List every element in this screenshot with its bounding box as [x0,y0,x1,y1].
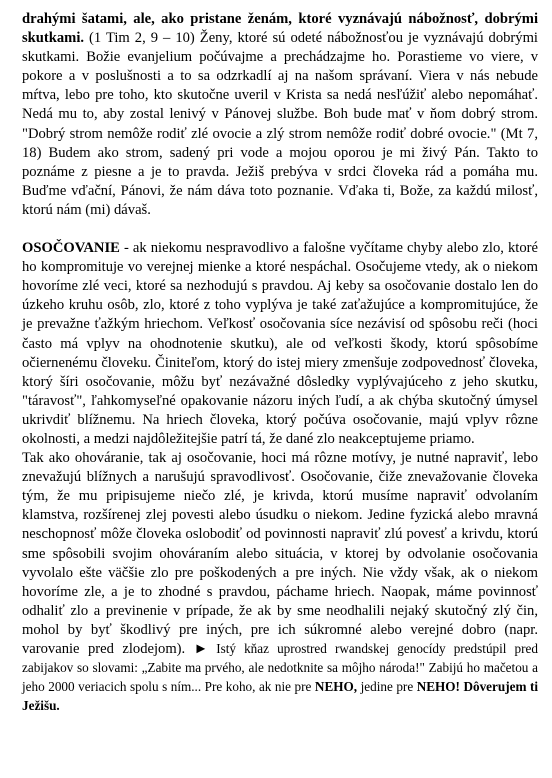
paragraph-intro-text: (1 Tim 2, 9 – 10) Ženy, ktoré sú odeté nábožnosťou je vyznávajú dobrými skutkami. Božie evanjelium počúvajme a prechádzajme ho. Porastieme vo viere, v pokore a v poslušnosti a to sa odzrkadlí aj na našom správaní. Viera v nás nebude mŕtva, lebo pre toho, kto skutočne uveril v Krista sa nedá nesľúžiť alebo nepomáhať. Nedá mu to, aby zostal lenivý v Pánovej službe. Boh bude mať v ňom dobrý strom. "Dobrý strom nemôže rodiť zlé ovocie a zlý strom nemôže rodiť dobré ovocie." (Mt 7, 18) Budem ako strom, sadený pri vode a mojou oporou je mi živý Pán. Takto to poznáme z piesne a je to pravda. Ježiš prebýva v srdci človeka rád a pomáha mu. Buďme vďační, Pánovi, že nám dáva toto poznanie. Vďaka ti, Bože, za každú milosť, ktorú nám (mi) dávaš. [22,30,538,218]
rwanda-story-mid: jedine pre [357,679,417,695]
arrow-marker-icon: ► [193,641,209,657]
bold-closing: NEHO! Dôverujem ti Ježišu. [22,679,539,714]
paragraph-intro [22,10,538,220]
paragraph-gap [22,220,538,239]
paragraph-napravit-text: Tak ako ohováranie, tak aj osočovanie, hoci má rôzne motívy, je nutné napraviť, lebo znevažujú blížnych a narušujú spravodlivosť. Osočovanie, čiže znevažovanie človeka tým, že mu pripisujeme niečo zlé, je krivda, ktorú musíme napraviť odvolaním klamstva, rozšírenej zlej povesti alebo úsudku o niekom. Jedine fyzická alebo mravná neschopnosť môže človeka oslobodiť od povinnosti napraviť zlú povesť a krivdu, ktorú sme spôsobili svojim ohováraním alebo situácia, v ktorej by odvolanie osočovania vyvolalo ešte väčšie zlo pre poškodených a pre iných. Nie vždy však, ak o niekom hovoríme zle, a je to zhodné s pravdou, páchame hriech. Naopak, máme povinnosť odhaliť zlo a previnenie v prípade, že ak by sme neodhalili nejaký skutočný zlý čin, mohol by byť škodlivý pre iných, pre ich súkromné alebo verejné dobro (napr. varovanie pred zlodejom). [22,450,538,657]
bold-neho: NEHO, [314,679,358,695]
document-page [22,10,538,716]
bold-lead: drahými šatami, ale, ako pristane ženám, ktoré vyznávajú nábožnosť, dobrými skutkami. [22,11,538,47]
section-heading: OSOČOVANIE [22,240,120,257]
paragraph-osocovanie [22,239,538,449]
paragraph-napravit [22,449,538,716]
rwanda-story-text: Istý kňaz uprostred rwandskej genocídy predstúpil pred zabijakov so slovami: „Zabite ma prvého, ale nedotknite sa môjho národa!" Zabijú ho mačetou a jeho 2000 veriacich spolu s ním... Pre koho, ak nie pre [22,641,538,695]
paragraph-osocovanie-text: - ak niekomu nespravodlivo a falošne vyčítame chyby alebo zlo, ktoré ho kompromituje vo verejnej mienke a ktoré nespáchal. Osočujeme vtedy, ak o niekom hovoríme zlé veci, ktoré sa nezhodujú s pravdou. Aj keby sa osočovanie dostalo len do úzkeho kruhu osôb, zlo, ktoré z toho vyplýva je také zaťažujúce a kompromitujúce, že je prevažne ťažkým hriechom. Veľkosť osočovania síce nezávisí od spôsobu reči (hoci často má vplyv na ohodnotenie skutku), ale od veľkosti škody, ktorú spôsobíme očiernenému človeku. Činiteľom, ktorý do istej miery zmenšuje zodpovednosť človeka, ktorý šíri osočovanie, môžu byť nezávažné dôsledky vyplývajúceho z jeho skutku, "táravosť", ľahkomyseľné opakovanie názoru iných ľudí, a ak chýba skutočný úmysel ukrivdiť blížnemu. Na hriech človeka, ktorý počúva osočovanie, majú vplyv rôzne okolnosti, a medzi najdôležitejšie patrí tá, že dané zlo neakceptujeme priamo. [22,240,538,447]
